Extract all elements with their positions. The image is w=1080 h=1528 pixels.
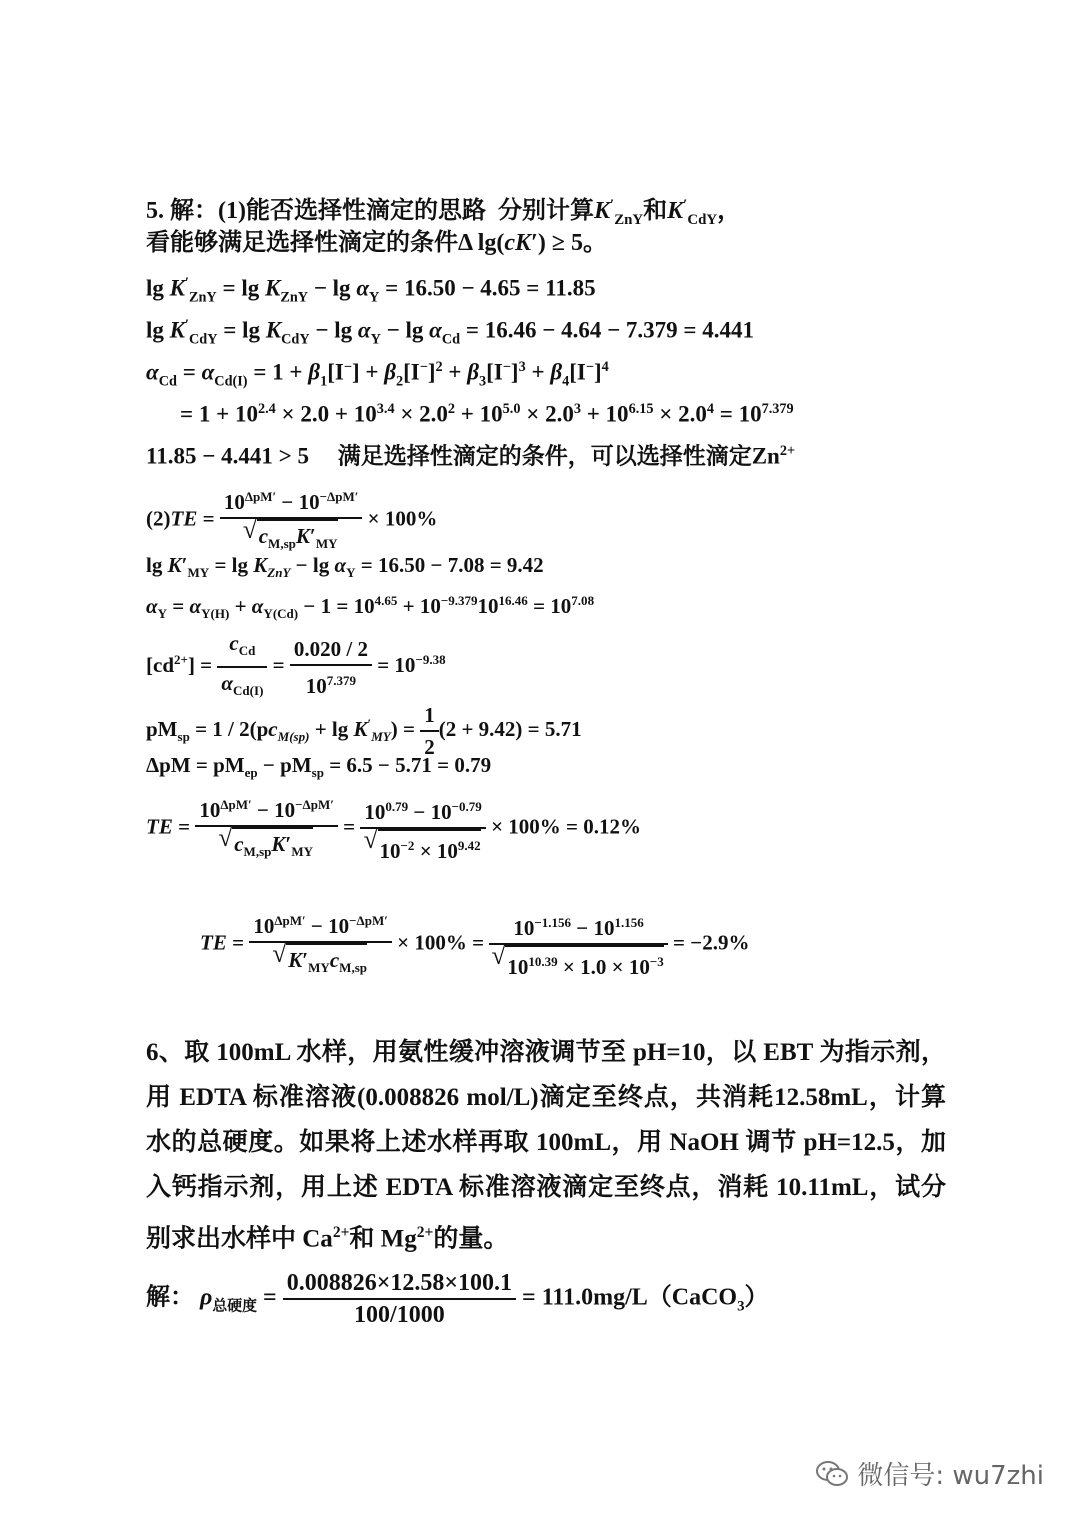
sec6-solution: 解： $\rho_{总硬度}$ = $\frac{0.008826\times 12.58\times 100.1}{100/1000}$ = 111.0mg/L（CaCO$_3$） xyxy=(146,1270,769,1328)
eq-pM-sp: $pM_{sp} = 1 / 2(pc_{M(sp)} + \lg K'_{MY})$ = $\frac{1}{2}$ (2 + 9.42) = 5.71 xyxy=(146,700,582,762)
eq-alpha-Cd-2: = $1 + 10^{2.4} \times 2.0 + 10^{3.4} \times 2.0^2 + 10^{5.0} \times 2.0^3 + 10^{6.15} \times 2.0^4 = 10^{7.379}$ xyxy=(180,401,794,427)
sec6-problem: 6、取 100mL 水样，用氨性缓冲溶液调节至 pH=10，以 EBT 为指示剂，用 EDTA 标准溶液(0.008826 mol/L)滴定至终点，共消耗12.58mL，计算水的总硬度。如果将上述水样再取 100mL，用 NaOH 调节 pH=12.5，加入钙指示剂，用上述 EDTA 标准溶液滴定至终点，消耗 10.11mL，试分别求出水样中 $Ca^{2+}$和 $Mg^{2+}$的量。 xyxy=(146,1039,946,1253)
eq-te-result-2: TE = $10^{\Delta pM'} - 10^{-\Delta pM'}$ √ $K'_{MY}c_{M,sp}$ × 100% = $10^{-1.156} - 10^{1.156}$ √ $10^{10.39} \times 1.0 \times 10^{-3}$ = −2.9% xyxy=(200,906,749,983)
te-definition: (2)TE = $10^{\Delta pM'} - 10^{-\Delta pM'}$ √ $c_{M,sp}K'_{MY}$ × 100% xyxy=(146,482,437,559)
eq-cd-conc: $[cd^{2+}]$ = $\frac{c_{Cd}}{\alpha_{Cd(I)}}$ = $\frac{0.020 / 2}{10^{7.379}}$ = $10^{-9.38}$ xyxy=(146,628,446,706)
eq-lgK-MY: $\lg K'_{MY} = \lg K_{ZnY} - \lg \alpha_Y = 16.50 - 7.08 = 9.42$ xyxy=(146,553,544,581)
sec5-intro-line2: 看能够满足选择性滴定的条件Δ lg(cK′) ≥ 5。 xyxy=(146,230,607,256)
eq-alpha-Y: $\alpha_Y = \alpha_{Y(H)} + \alpha_{Y(Cd)} - 1 = 10^{4.65} + 10^{-9.379}10^{16.46} = 10^{7.08}$ xyxy=(146,593,595,622)
sec5-intro-line1: 5. 解：(1)能否选择性滴定的思路 分别计算$K'_{ZnY}$和$K'_{CdY}$， xyxy=(146,197,742,228)
wechat-icon xyxy=(815,1460,849,1488)
watermark-text: 微信号: wu7zhi xyxy=(857,1461,1044,1491)
eq-delta-pM: $\Delta pM = pM_{ep} - pM_{sp} = 6.5 - 5.71 = 0.79$ xyxy=(146,753,492,781)
watermark xyxy=(815,1455,1044,1492)
eq-lgK-ZnY: $\lg K'_{ZnY} = \lg K_{ZnY} - \lg \alpha_Y = 16.50 - 4.65 = 11.85$ xyxy=(146,275,596,306)
eq-alpha-Cd-1: $\alpha_{Cd} = \alpha_{Cd(I)} = 1 + \beta_1[I^-] + \beta_2[I^-]^2 + \beta_3[I^-]^3 + \beta_4[I^-]^4$ xyxy=(146,359,609,390)
selectivity-conclusion: 11.85 − 4.441 > 5 满足选择性滴定的条件，可以选择性滴定$Zn^{2+}$ xyxy=(146,443,796,469)
eq-lgK-CdY: $\lg K'_{CdY} = \lg K_{CdY} - \lg \alpha_Y - \lg \alpha_{Cd} = 16.46 - 4.64 - 7.379 = 4.441$ xyxy=(146,317,755,348)
eq-te-result-1: TE = $10^{\Delta pM'} - 10^{-\Delta pM'}$ √ $c_{M,sp}K'_{MY}$ = $10^{0.79} - 10^{-0.79}$ √ $10^{-2} \times 10^{9.42}$ × 100% = 0.12% xyxy=(146,790,641,867)
